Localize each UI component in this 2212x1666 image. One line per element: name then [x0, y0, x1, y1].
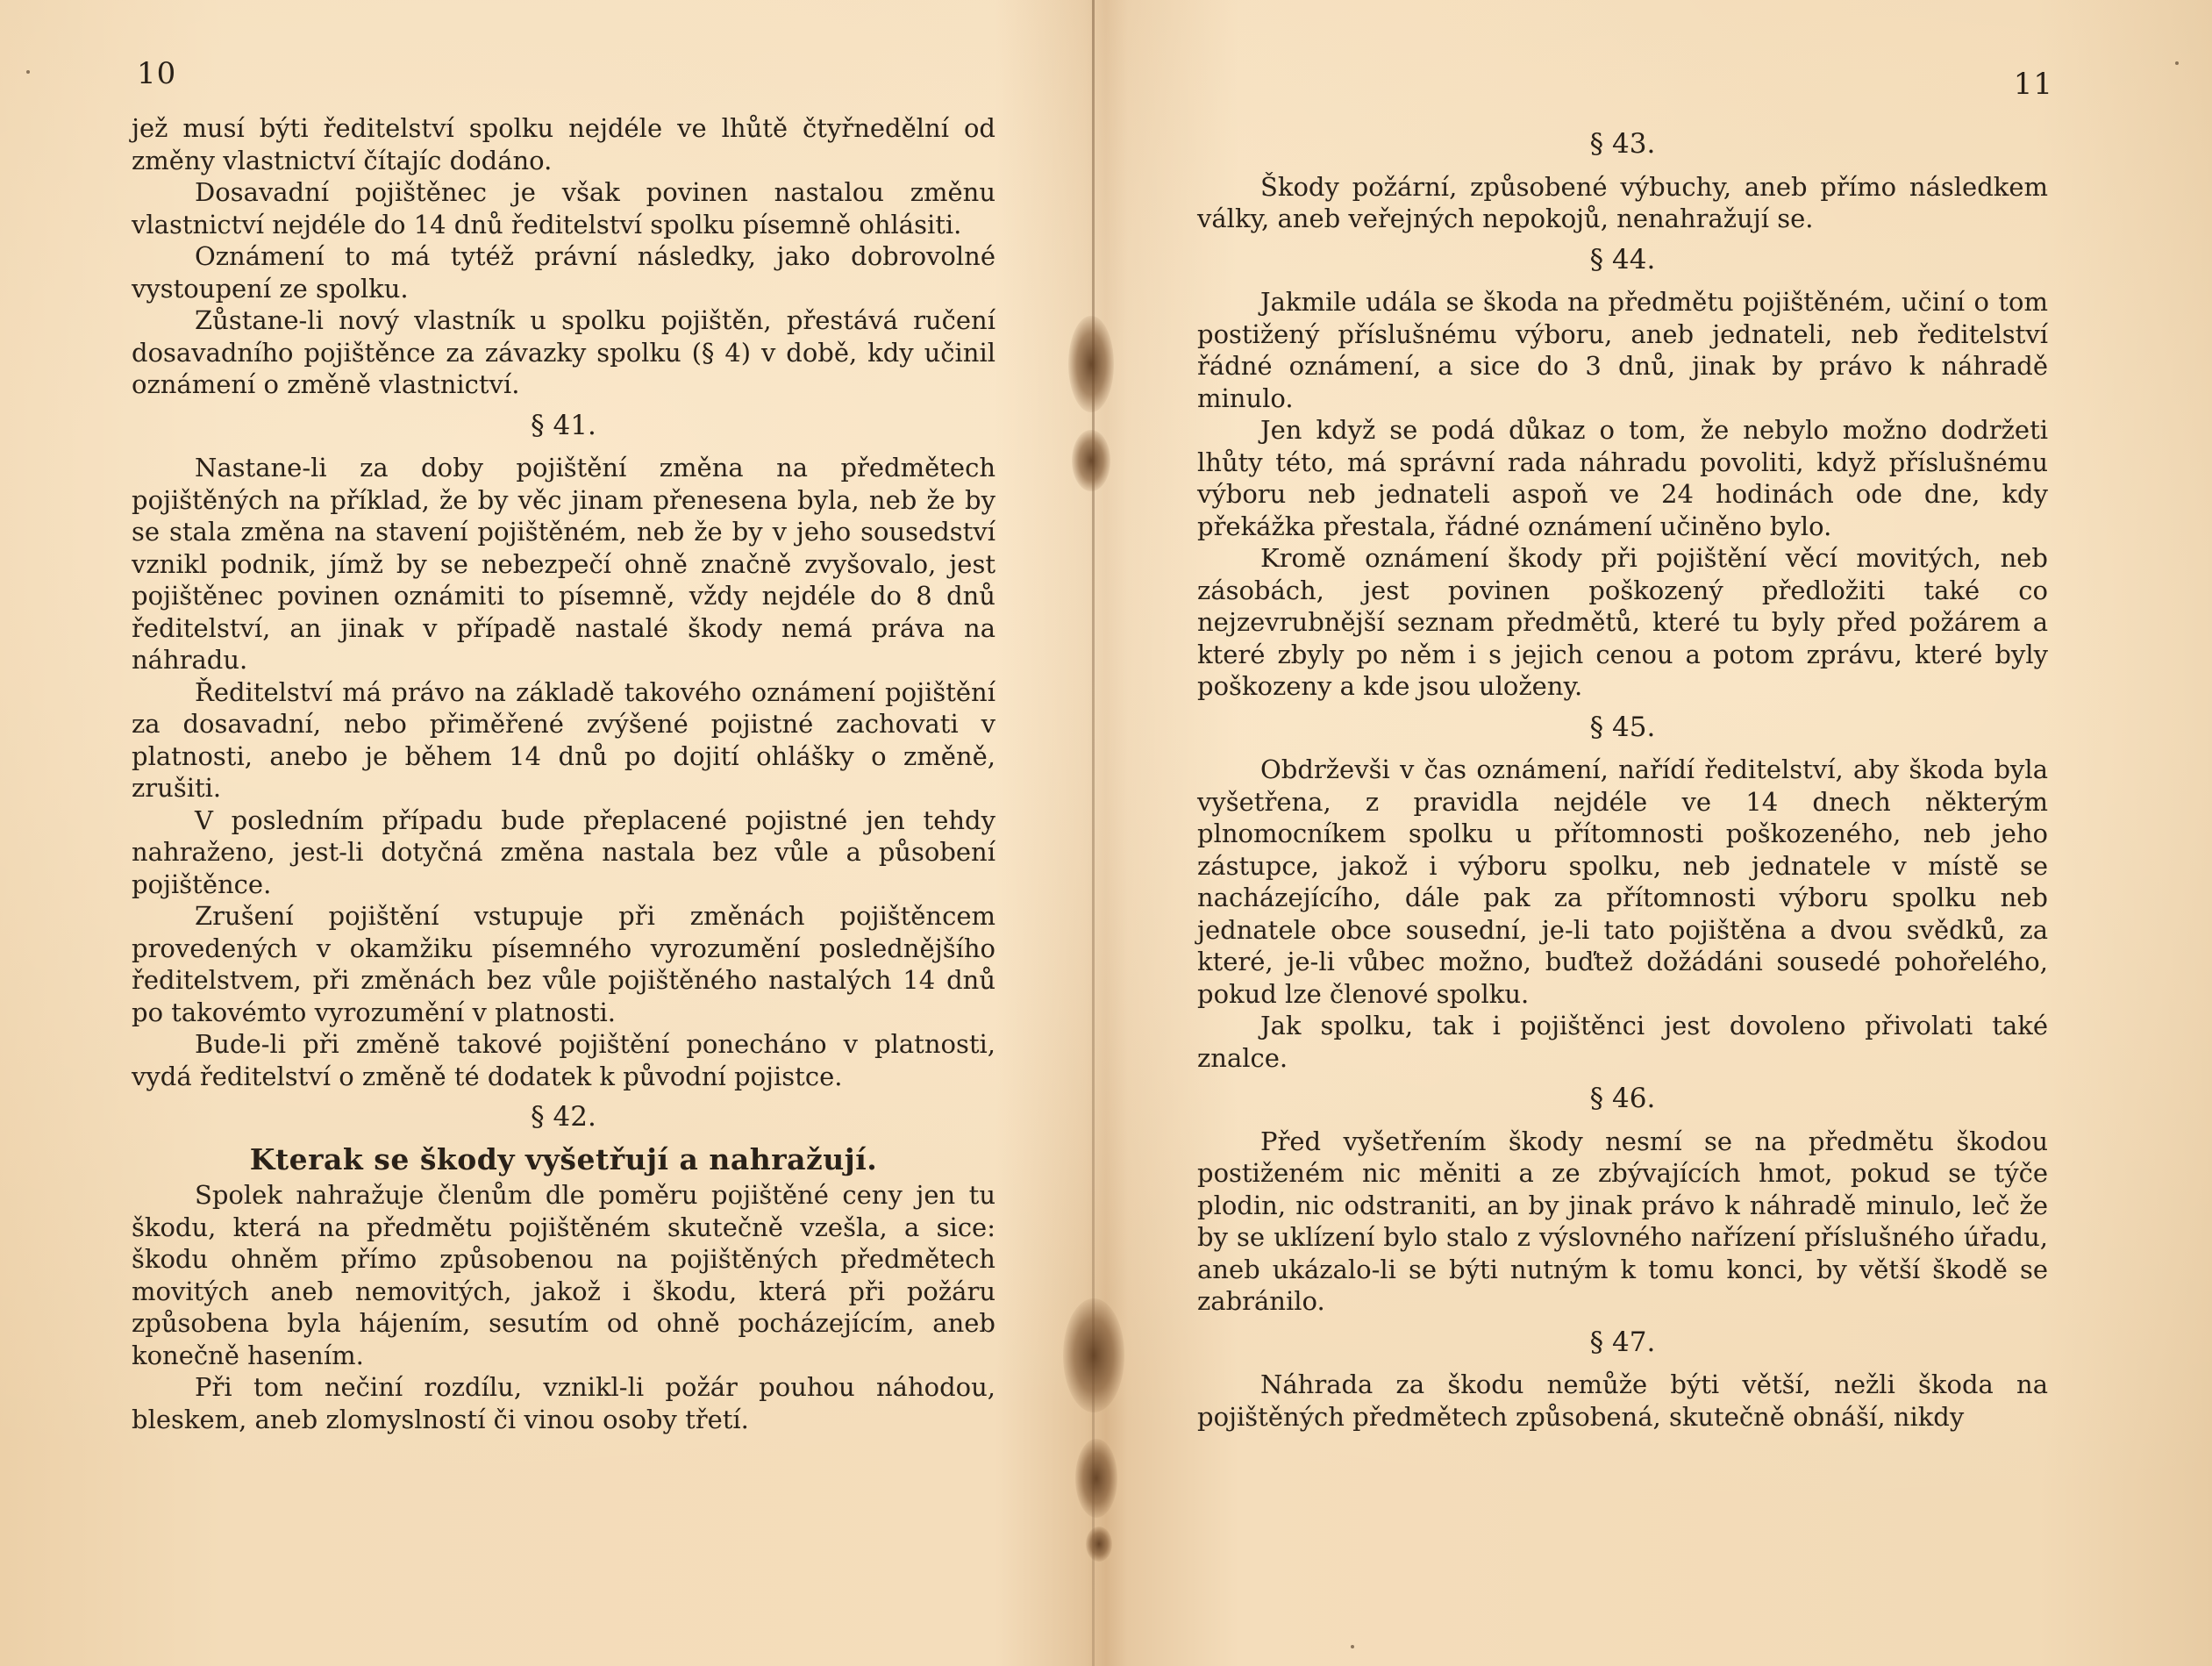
book-gutter: [1092, 0, 1095, 1666]
paragraph: Kromě oznámení škody při pojištění věcí movitých, neb zásobách, jest povinen poškozený předložiti také co nejzevrubnější seznam předmětů, které tu byly před požárem a které zbyly po něm i s jejich cenou a potom zprávu, které byly poškozeny a kde jsou uloženy.: [1197, 543, 2048, 701]
paragraph: Ředitelství má právo na základě takového oznámení pojištění za dosavadní, nebo přiměřené zvýšené pojistné zachovati v platnosti, anebo je během 14 dnů po dojití ohlášky o změně, zrušiti.: [132, 676, 995, 803]
section-number: § 41.: [531, 409, 596, 441]
paragraph: Jen když se podá důkaz o tom, že nebylo možno dodržeti lhůty této, má správní rada náhradu povoliti, když příslušnému výboru neb jednateli aspoň ve 24 hodinách ode dne, kdy překážka přestala, řádné oznámení učiněno bylo.: [1197, 415, 2048, 541]
paragraph: Jak spolku, tak i pojištěnci jest dovoleno přivolati také znalce.: [1197, 1011, 2048, 1073]
page-number: 10: [137, 56, 177, 91]
paragraph: Nastane-li za doby pojištění změna na předmětech pojištěných na příklad, že by věc jinam přenesena byla, neb že by se stala změna na stavení pojištěném, neb že by v jeho sousedství vznikl podnik, jímž by se nebezpečí ohně značně zvyšovalo, jest pojištěnec povinen oznámiti to písemně, vždy nejdéle do 8 dnů ředitelství, an jinak v případě nastalé škody nemá práva na náhradu.: [132, 453, 995, 675]
paragraph: Oznámení to má tytéž právní následky, jako dobrovolné vystoupení ze spolku.: [132, 241, 995, 304]
left-page-text: [132, 112, 995, 1435]
paragraph: Jakmile udála se škoda na předmětu pojištěném, učiní o tom postižený příslušnému výboru, aneb jednateli, neb ředitelství řádné oznámení, a sice do 3 dnů, jinak by právo k náhradě minulo.: [1197, 287, 2048, 413]
page-number: 11: [2013, 67, 2053, 102]
paragraph: Před vyšetřením škody nesmí se na předmětu škodou postiženém nic měniti a ze zbývajících hmot, pokud se týče plodin, nic odstraniti, an by jinak právo k náhradě minulo, leč že by se uklízení bylo stalo z výslovného nařízení příslušného úřadu, aneb ukázalo-li se býti nutným k tomu konci, by větší škodě se zabránilo.: [1197, 1126, 2048, 1316]
section-heading: Kterak se škody vyšetřují a nahražují.: [249, 1141, 878, 1176]
section-number: § 47.: [1589, 1326, 1656, 1358]
paragraph: Bude-li při změně takové pojištění ponecháno v platnosti, vydá ředitelství o změně té dodatek k původní pojistce.: [132, 1029, 995, 1091]
stain-mark: [1068, 316, 1114, 412]
paragraph: Škody požární, způsobené výbuchy, aneb přímo následkem války, aneb veřejných nepokojů, nenahražují se.: [1197, 171, 2048, 233]
paragraph: Náhrada za škodu nemůže býti větší, nežli škoda na pojištěných předmětech způsobená, skutečně obnáší, nikdy: [1197, 1369, 2048, 1432]
section-number: § 46.: [1589, 1083, 1656, 1114]
stain-mark: [1063, 1298, 1124, 1412]
paragraph: Spolek nahražuje členům dle poměru pojištěné ceny jen tu škodu, která na předmětu pojištěném skutečně vzešla, a sice: škodu ohněm přímo způsobenou na pojištěných předmětech movitých aneb nemovitých, jakož i škodu, která při požáru způsobena byla hájením, sesutím od ohně pocházejícím, aneb konečně hasením.: [132, 1180, 995, 1370]
stain-mark: [1075, 1439, 1117, 1518]
section-number: § 42.: [531, 1101, 596, 1133]
paragraph: Zůstane-li nový vlastník u spolku pojištěn, přestává ručení dosavadního pojištěnce za závazky spolku (§ 4) v době, kdy učinil oznámení o změně vlastnictví.: [132, 305, 995, 399]
stain-mark: [1086, 1527, 1112, 1562]
paragraph: Dosavadní pojištěnec je však povinen nastalou změnu vlastnictví nejdéle do 14 dnů ředitelství spolku písemně ohlásiti.: [132, 177, 995, 240]
paper-speck: [26, 70, 30, 74]
left-page: [132, 0, 995, 1666]
paper-speck: [2175, 61, 2179, 65]
right-page-text: [1197, 119, 2048, 1433]
paragraph: Zrušení pojištění vstupuje při změnách pojištěncem provedených v okamžiku písemného vyrozumění poslednějšího ředitelstvem, při změnách bez vůle pojištěného nastalých 14 dnů po takovémto vyrozumění v platnosti.: [132, 901, 995, 1027]
section-number: § 43.: [1589, 128, 1656, 160]
paragraph: jež musí býti ředitelství spolku nejdéle ve lhůtě čtyřnedělní od změny vlastnictví čítajíc dodáno.: [132, 113, 995, 175]
paragraph: Obdrževši v čas oznámení, nařídí ředitelství, aby škoda byla vyšetřena, z pravidla nejdéle ve 14 dnech některým plnomocníkem spolku u přítomnosti poškozeného, neb jeho zástupce, jakož i výboru spolku, neb jednatele v místě se nacházejícího, dále pak za přítomnosti výboru spolku neb jednatele obce sousední, je-li tato pojištěna a dvou svědků, za které, je-li vůbec možno, buďtež dožádáni sousedé pohořelého, pokud lze členové spolku.: [1197, 754, 2048, 1009]
right-page: [1197, 0, 2053, 1666]
section-number: § 44.: [1589, 243, 1656, 275]
section-number: § 45.: [1589, 711, 1656, 743]
paragraph: V posledním případu bude přeplacené pojistné jen tehdy nahraženo, jest-li dotyčná změna nastala bez vůle a působení pojištěnce.: [132, 804, 995, 899]
stain-mark: [1072, 430, 1110, 491]
paragraph: Při tom nečiní rozdílu, vznikl-li požár pouhou náhodou, bleskem, aneb zlomyslností či vinou osoby třetí.: [132, 1372, 995, 1434]
